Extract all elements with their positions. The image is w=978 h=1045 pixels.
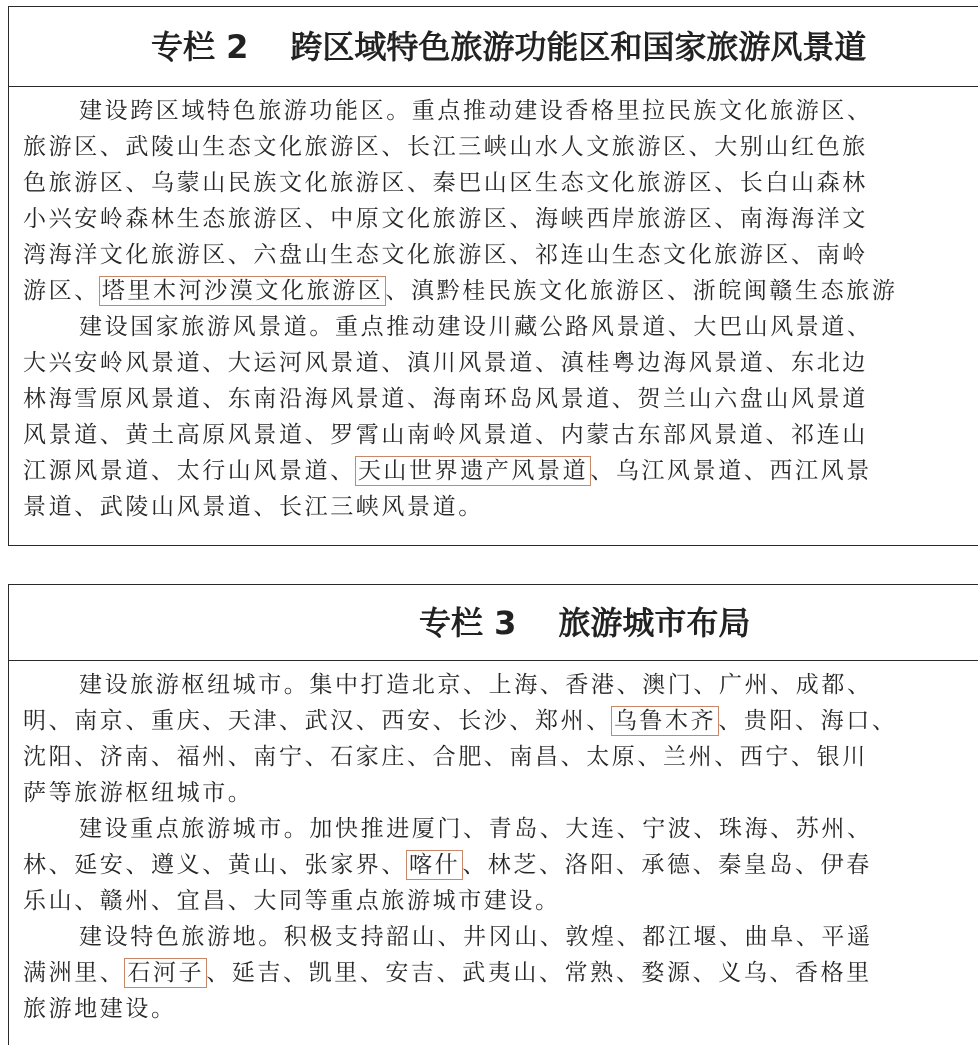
- text-segment: 小兴安岭森林生态旅游区、中原文化旅游区、海峡西岸旅游区、南海海洋文: [23, 206, 868, 232]
- text-segment: 湾海洋文化旅游区、六盘山生态文化旅游区、祁连山生态文化旅游区、南岭: [23, 242, 868, 268]
- text-segment: 江源风景道、太行山风景道、: [23, 458, 356, 484]
- text-line: [9, 165, 978, 201]
- box-2-body: [9, 87, 978, 525]
- text-segment: 、滇黔桂民族文化旅游区、浙皖闽赣生态旅游: [385, 278, 898, 304]
- box-3-title-label: 专栏 3: [419, 604, 517, 642]
- box-2-title-text: 跨区域特色旅游功能区和国家旅游风景道: [290, 28, 867, 66]
- text-segment: 景道、武陵山风景道、长江三峡风景道。: [23, 494, 484, 520]
- text-line: [9, 703, 978, 739]
- text-line: [9, 417, 978, 453]
- text-segment: 明、南京、重庆、天津、武汉、西安、长沙、郑州、: [23, 708, 612, 734]
- text-line: [9, 273, 978, 309]
- text-segment: 大兴安岭风景道、大运河风景道、滇川风景道、滇桂粤边海风景道、东北边: [23, 350, 868, 376]
- text-line: [9, 309, 978, 345]
- column-box-3: [8, 584, 978, 1045]
- text-segment: 旅游地建设。: [23, 996, 177, 1022]
- text-segment: 林、延安、遵义、黄山、张家界、: [23, 852, 407, 878]
- text-segment: 、延吉、凯里、安吉、武夷山、常熟、婺源、义乌、香格里: [206, 960, 872, 986]
- text-line: [9, 955, 978, 991]
- text-segment: 建设重点旅游城市。加快推进厦门、青岛、大连、宁波、珠海、苏州、: [79, 816, 873, 842]
- text-line: [9, 919, 978, 955]
- text-segment: 风景道、黄土高原风景道、罗霄山南岭风景道、内蒙古东部风景道、祁连山: [23, 422, 868, 448]
- box-3-title: [9, 585, 978, 661]
- text-line: [9, 237, 978, 273]
- text-line: [9, 453, 978, 489]
- text-segment: 林海雪原风景道、东南沿海风景道、海南环岛风景道、贺兰山六盘山风景道: [23, 386, 868, 412]
- text-line: [9, 739, 978, 775]
- text-segment: 游区、: [23, 278, 100, 304]
- highlighted-term: 天山世界遗产风景道: [355, 456, 591, 486]
- text-segment: 沈阳、济南、福州、南宁、石家庄、合肥、南昌、太原、兰州、西宁、银川: [23, 744, 868, 770]
- text-line: [9, 93, 978, 129]
- text-line: [9, 667, 978, 703]
- highlighted-term: 塔里木河沙漠文化旅游区: [99, 276, 387, 306]
- text-line: [9, 811, 978, 847]
- text-segment: 、林芝、洛阳、承德、秦皇岛、伊春: [462, 852, 872, 878]
- text-segment: 色旅游区、乌蒙山民族文化旅游区、秦巴山区生态文化旅游区、长白山森林: [23, 170, 868, 196]
- box-3-body: [9, 661, 978, 1027]
- text-segment: 旅游区、武陵山生态文化旅游区、长江三峡山水人文旅游区、大别山红色旅: [23, 134, 868, 160]
- highlighted-term: 乌鲁木齐: [611, 706, 719, 736]
- text-line: [9, 775, 978, 811]
- text-line: [9, 489, 978, 525]
- text-line: [9, 129, 978, 165]
- text-line: [9, 991, 978, 1027]
- box-2-title-label: 专栏 2: [151, 28, 249, 66]
- text-segment: 萨等旅游枢纽城市。: [23, 780, 254, 806]
- box-2-title: [9, 7, 978, 87]
- text-segment: 建设国家旅游风景道。重点推动建设川藏公路风景道、大巴山风景道、: [79, 314, 873, 340]
- column-box-2: [8, 6, 978, 546]
- text-segment: 满洲里、: [23, 960, 126, 986]
- text-segment: 建设特色旅游地。积极支持韶山、井冈山、敦煌、都江堰、曲阜、平遥: [79, 924, 873, 950]
- highlighted-term: 石河子: [124, 958, 207, 988]
- text-line: [9, 201, 978, 237]
- box-3-title-text: 旅游城市布局: [558, 604, 751, 642]
- text-segment: 、乌江风景道、西江风景: [590, 458, 872, 484]
- text-line: [9, 883, 978, 919]
- text-line: [9, 847, 978, 883]
- text-segment: 、贵阳、海口、: [718, 708, 898, 734]
- highlighted-term: 喀什: [406, 850, 463, 880]
- text-segment: 乐山、赣州、宜昌、大同等重点旅游城市建设。: [23, 888, 561, 914]
- text-segment: 建设旅游枢纽城市。集中打造北京、上海、香港、澳门、广州、成都、: [79, 672, 873, 698]
- text-segment: 建设跨区域特色旅游功能区。重点推动建设香格里拉民族文化旅游区、: [79, 98, 873, 124]
- text-line: [9, 345, 978, 381]
- text-line: [9, 381, 978, 417]
